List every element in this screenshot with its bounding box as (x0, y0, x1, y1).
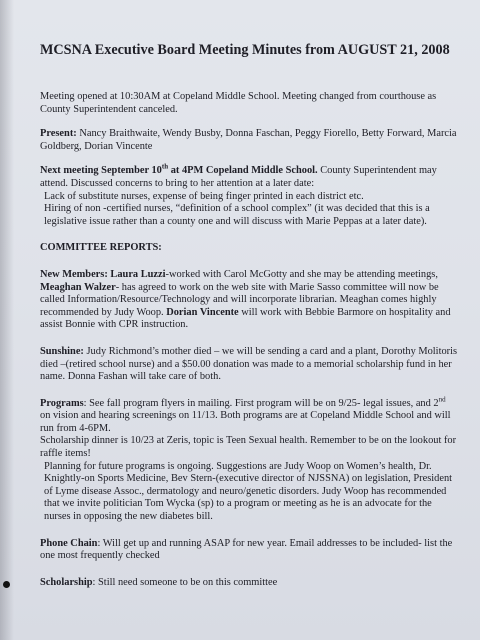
planning-paragraph: Planning for future programs is ongoing. Suggestions are Judy Woop on Women’s health, Dr. Knightly-on Sports Medicine, Bev Stern-(executive director of NJSSNA) on legislation, President of Lyme disease Assoc., dermatology and neuro/genetic disorders. Judy Woop has recommended that we invite politician Tom Wycka (sp) to a program or meeting as he is an advocate for the nurses in opposing the new diabetes bill. (44, 460, 453, 523)
punch-hole (3, 581, 10, 588)
programs-paragraph (40, 395, 458, 436)
scholarship-dinner-paragraph: Scholarship dinner is 10/23 at Zeris, topic is Teen Sexual health. Remember to be on the lookout for raffle items! (40, 435, 457, 460)
scholarship-label: Scholarship (40, 576, 93, 588)
minutes-body (40, 42, 458, 589)
next-meeting-label-b: at 4PM Copeland Middle School. (168, 165, 318, 177)
next-meeting-paragraph (40, 162, 458, 190)
phone-chain-text: : Will get up and running ASAP for new year. Email addresses to be included- list the one most frequently checked (40, 537, 453, 562)
sunshine-paragraph (40, 346, 458, 384)
present-paragraph (40, 128, 458, 153)
new-members-name-2: Meaghan Walzer (40, 281, 116, 293)
phone-chain-paragraph (40, 538, 458, 563)
committee-heading-text: COMMITTEE REPORTS: (40, 242, 162, 254)
new-members-text-1: -worked with Carol McGotty and she may be attending meetings, (165, 268, 438, 280)
next-meeting-label (40, 162, 318, 177)
next-meeting-text: County Superintendent may attend. Discussed concerns to bring to her attention at a later date: (40, 165, 437, 189)
present-text: Nancy Braithwaite, Wendy Busby, Donna Faschan, Peggy Fiorello, Betty Forward, Marcia Goldberg, Dorian Vincente (40, 128, 457, 152)
programs-label: Programs (40, 397, 84, 409)
new-members-label: New Members: (40, 268, 108, 280)
programs-sup: nd (438, 395, 446, 404)
phone-chain-label: Phone Chain (40, 537, 98, 549)
next-meeting-sup: th (161, 162, 169, 171)
new-members-text-3: will work with Bebbie Barmore on hospitality and assist Bonnie with CPR instruction. (40, 306, 451, 331)
document-title: MCSNA Executive Board Meeting Minutes from AUGUST 21, 2008 (40, 42, 450, 58)
concern-1: Lack of substitute nurses, expense of being finger printed in each district etc. (44, 190, 364, 202)
programs-text-a: : See fall program flyers in mailing. First program will be on 9/25- legal issues, and 2 (83, 397, 439, 409)
sunshine-text: Judy Richmond’s mother died – we will be sending a card and a plant, Dorothy Molitoris died –(retired school nurse) and a $50.00 donation was made to a memorial scholarship fund in her name. Donna Fashan will take care of both. (40, 345, 458, 383)
next-meeting-label-a: Next meeting September 10 (40, 165, 162, 177)
new-members-paragraph (40, 269, 458, 332)
new-members-text-2: - has agreed to work on the web site with Marie Sasso committee will now be called Information/Resource/Technology and will incorporate librarian. Meaghan comes highly recommended by Judy Woop. (40, 281, 439, 318)
sunshine-label: Sunshine: (40, 345, 84, 357)
opening-paragraph: Meeting opened at 10:30AM at Copeland Middle School. Meeting changed from courthouse as County Superintendent canceled. (40, 91, 437, 115)
new-members-name-3: Dorian Vincente (166, 306, 239, 318)
programs-text-b: on vision and hearing screenings on 11/13. Both programs are at Copeland Middle School and will run from 4-6PM. (40, 410, 451, 434)
concern-2: Hiring of non -certified nurses, “definition of a school complex” (it was decided that this is a legislative issue rather than a county one and will discuss with Marie Peppas at a later date). (44, 203, 430, 227)
page-edge-shadow (0, 0, 14, 640)
present-label: Present: (40, 128, 77, 140)
new-members-name-1: Laura Luzzi (107, 268, 166, 280)
scholarship-paragraph (40, 577, 458, 590)
committee-heading (40, 242, 458, 255)
scholarship-text: : Still need someone to be on this committee (92, 576, 278, 588)
